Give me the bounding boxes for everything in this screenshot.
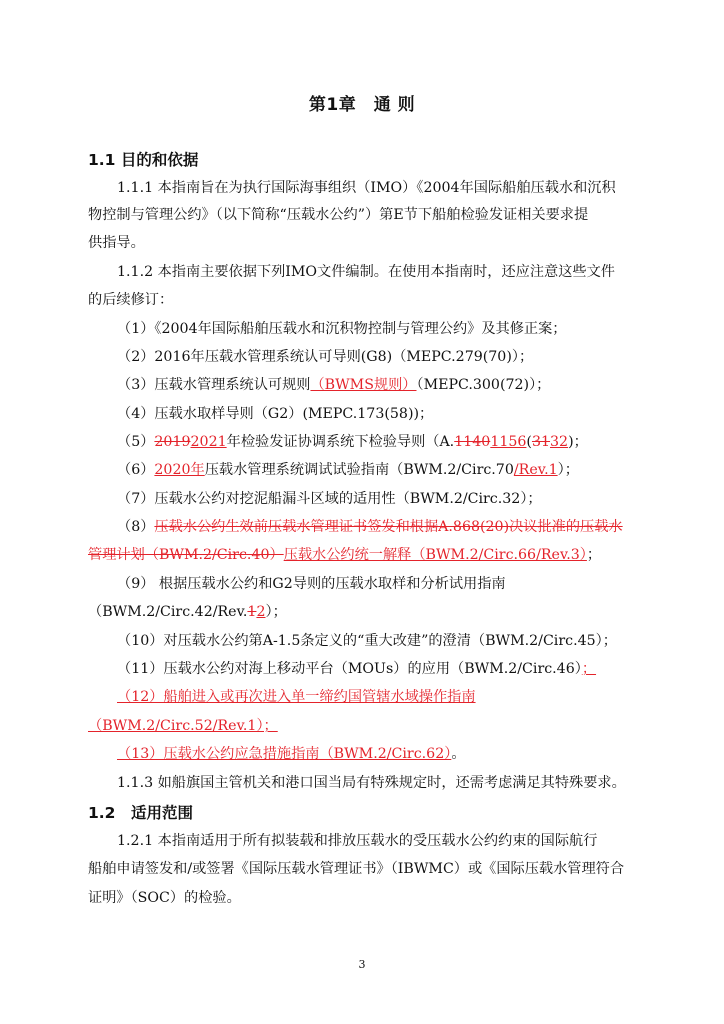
list-item-text: ( — [526, 434, 532, 450]
deleted-revision: 1 — [247, 604, 257, 620]
paragraph-1-2-1-line: 证明》（SOC）的检验。 — [88, 890, 241, 906]
paragraph-1-1-1-line: 物控制与管理公约》（以下简称“压载水公约”）第E节下船舶检验发证相关要求提 — [88, 207, 589, 223]
inserted-revision: 2020年 — [154, 462, 205, 478]
list-item-12: （12）船舶进入或再次进入单一缔约国管辖水域操作指南 — [117, 689, 476, 705]
paragraph-1-1-1-line: 供指导。 — [88, 235, 145, 251]
page-number: 3 — [358, 958, 366, 971]
deleted-revision: 31 — [531, 434, 551, 450]
list-item-text: （MEPC.300(72)）； — [416, 377, 551, 393]
paragraph-1-2-1-line: 船舶申请签发和/或签署《国际压载水管理证书》（IBWMC）或《国际压载水管理符合 — [88, 861, 625, 877]
list-item-text: （BWM.2/Circ.42/Rev. — [88, 604, 248, 620]
deleted-revision: 管理计划（BWM.2/Circ.40） — [88, 547, 284, 563]
list-item-text: （11）压载水公约对海上移动平台（MOUs）的应用（BWM.2/Circ.46） — [117, 661, 582, 677]
list-item-10: （10）对压载水公约第A-1.5条定义的“重大改建”的澄清（BWM.2/Circ.45）； — [117, 633, 617, 649]
paragraph-1-1-3: 1.1.3 如船旗国主管机关和港口国当局有特殊规定时，还需考虑满足其特殊要求。 — [117, 775, 626, 791]
list-item-9: （9） 根据压载水公约和G2导则的压载水取样和分析试用指南 — [117, 576, 506, 592]
inserted-revision: ； — [581, 661, 597, 677]
list-item-9-continued — [88, 602, 287, 622]
list-item-text: （6） — [117, 462, 155, 478]
list-item-text: )； — [568, 434, 588, 450]
list-item-1: （1）《2004年国际船舶压载水和沉积物控制与管理公约》及其修正案； — [117, 321, 567, 337]
inserted-revision: 2021 — [190, 434, 227, 450]
deleted-revision: 2019 — [154, 434, 191, 450]
list-item-text: ）； — [557, 462, 579, 478]
inserted-revision: 1156 — [490, 434, 527, 450]
list-item-8 — [117, 517, 623, 537]
chapter-title: 第1章 通 则 — [308, 95, 416, 115]
paragraph-1-1-2-line: 1.1.2 本指南主要依据下列IMO文件编制。在使用本指南时，还应注意这些文件 — [117, 264, 615, 280]
list-item-12-continued: （BWM.2/Circ.52/Rev.1）； — [88, 718, 278, 734]
list-item-2: （2）2016年压载水管理系统认可导则(G8)（MEPC.279(70)）； — [117, 349, 534, 365]
paragraph-1-1-1-line: 1.1.1 本指南旨在为执行国际海事组织（IMO）《2004年国际船舶压载水和沉积 — [117, 180, 616, 196]
list-item-5 — [117, 432, 588, 452]
deleted-revision: 1140 — [454, 434, 491, 450]
list-item-text: ）； — [265, 604, 287, 620]
list-item-text: 。 — [451, 746, 466, 762]
inserted-revision: 32 — [550, 434, 569, 450]
list-item-text: （5） — [117, 434, 155, 450]
list-item-3 — [117, 375, 550, 395]
deleted-revision: 压载水公约生效前压载水管理证书签发和根据A.868(20)决议批准的压载水 — [154, 519, 623, 535]
paragraph-1-2-1-line: 1.2.1 本指南适用于所有拟装载和排放压载水的受压载水公约约束的国际航行 — [117, 833, 598, 849]
list-item-13 — [117, 744, 466, 764]
inserted-revision: 压载水公约统一解释（BWM.2/Circ.66/Rev.3） — [283, 547, 587, 563]
inserted-revision: 2 — [256, 604, 266, 620]
list-item-text: （8） — [117, 519, 155, 535]
list-item-text: （3）压载水管理系统认可规则 — [117, 377, 311, 393]
inserted-revision: （13）压载水公约应急措施指南（BWM.2/Circ.62） — [117, 746, 452, 762]
list-item-8-continued — [88, 545, 601, 565]
inserted-revision: /Rev.1 — [513, 462, 558, 478]
inserted-revision: （BWMS规则） — [310, 377, 417, 393]
list-item-text: 年检验发证协调系统下检验导则（A. — [226, 434, 455, 450]
list-item-7: （7）压载水公约对挖泥船漏斗区域的适用性（BWM.2/Circ.32）； — [117, 491, 542, 507]
section-heading-1-1: 1.1 目的和依据 — [88, 151, 199, 169]
paragraph-1-1-2-line: 的后续修订： — [88, 292, 174, 308]
list-item-6 — [117, 460, 579, 480]
list-item-text: ； — [586, 547, 602, 563]
section-heading-1-2: 1.2 适用范围 — [88, 804, 193, 822]
list-item-4: （4）压载水取样导则（G2）(MEPC.173(58))； — [117, 406, 434, 422]
list-item-11 — [117, 659, 596, 679]
list-item-text: 压载水管理系统调试试验指南（BWM.2/Circ.70 — [204, 462, 514, 478]
